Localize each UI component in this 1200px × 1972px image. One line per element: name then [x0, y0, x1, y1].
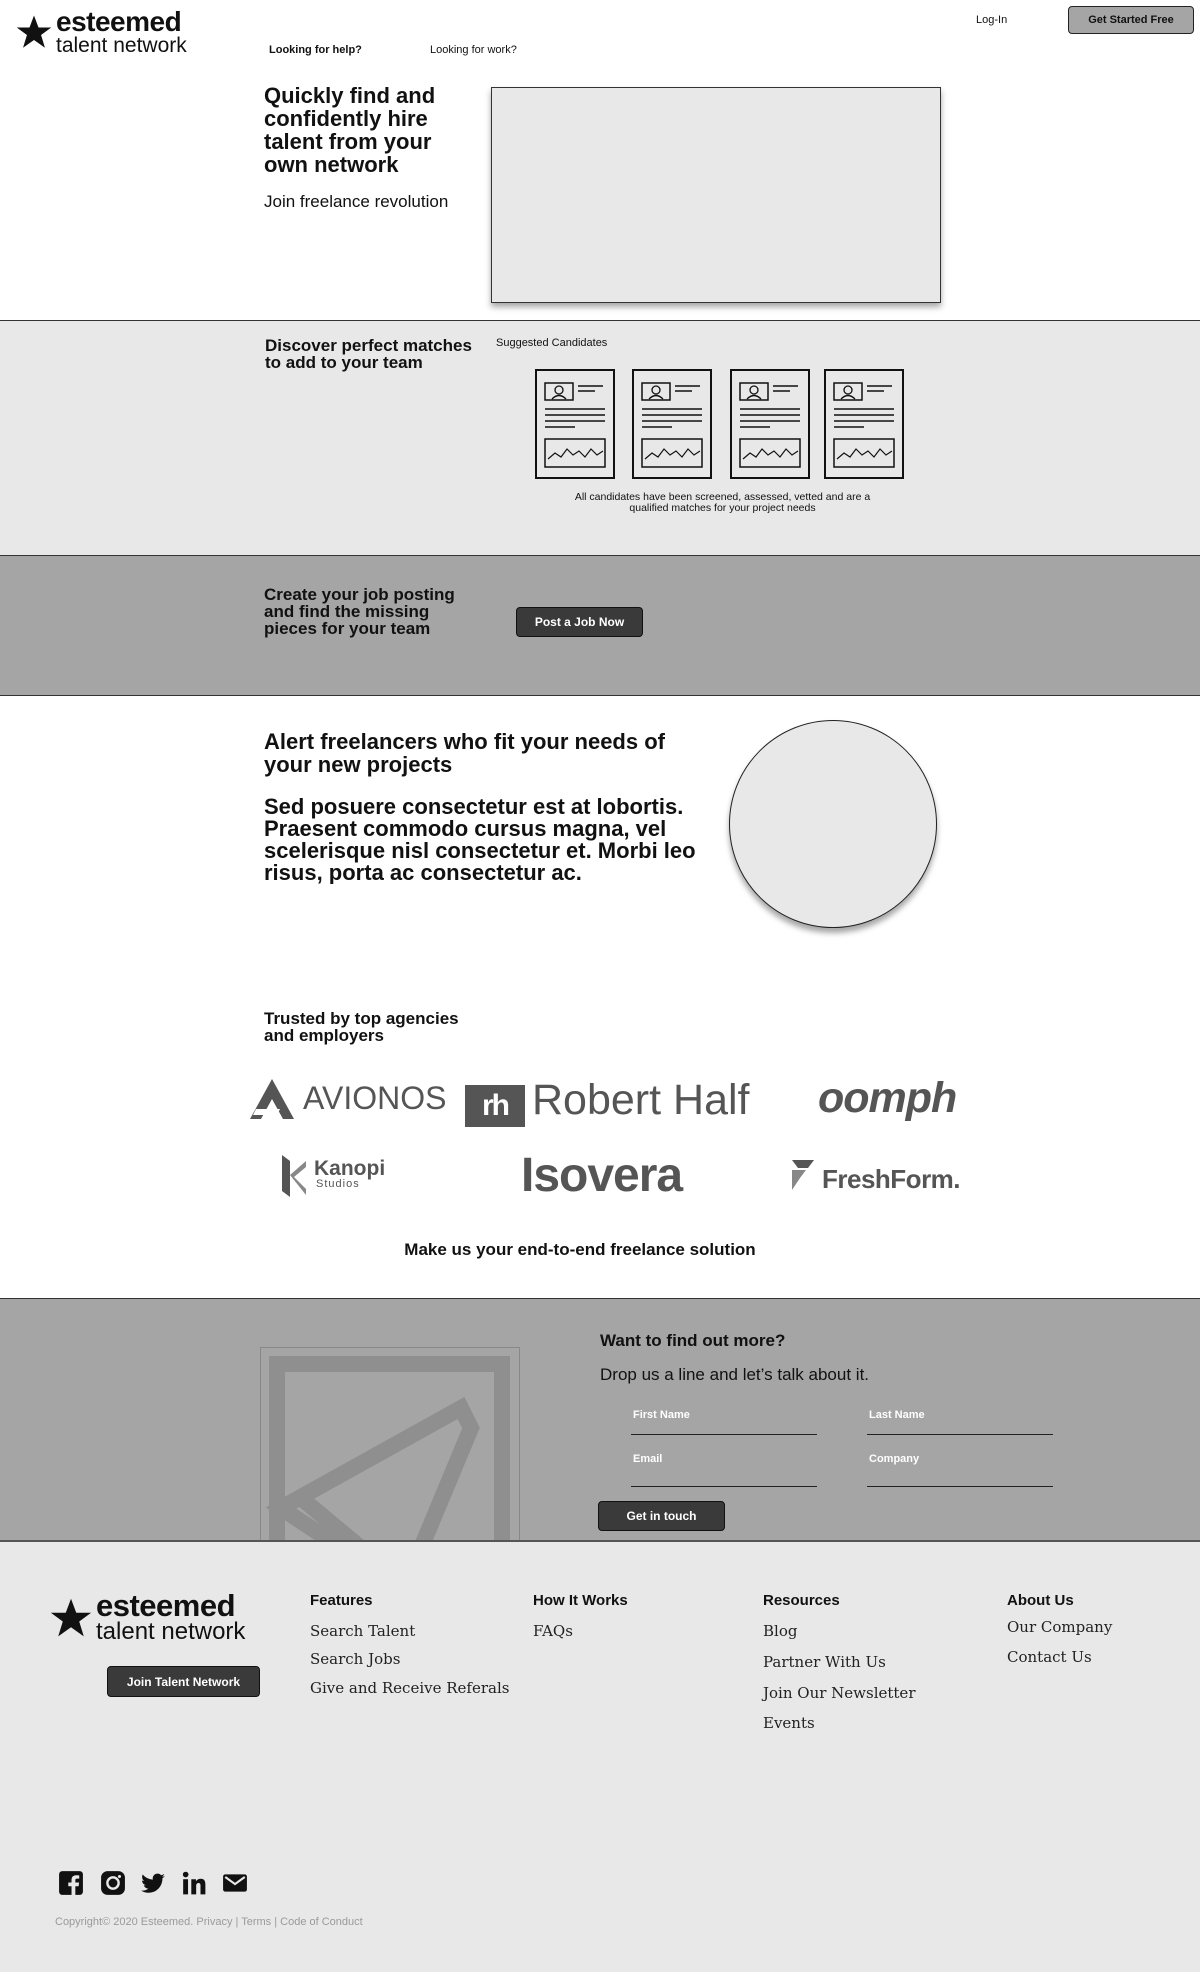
company-label: Company	[869, 1453, 920, 1465]
candidate-card-icon	[634, 371, 710, 477]
get-in-touch-button[interactable]: Get in touch	[598, 1501, 725, 1531]
alert-image-placeholder	[729, 720, 937, 928]
contact-section	[0, 1298, 1200, 1542]
footer-link-referrals[interactable]: Give and Receive Referals	[310, 1679, 510, 1697]
contact-image-placeholder	[260, 1347, 520, 1542]
hero-title: Quickly find and confidently hire talent from your own network	[264, 83, 436, 177]
create-job-title: Create your job posting and find the missing pieces for your team	[264, 585, 455, 638]
candidates-note: All candidates have been screened, assessed, vetted and are a qualified matches for your project needs	[574, 491, 871, 514]
kanopi-logo: Kanopi	[314, 1157, 386, 1180]
get-started-button[interactable]: Get Started Free	[1068, 6, 1194, 34]
footer-link-newsletter[interactable]: Join Our Newsletter	[763, 1684, 916, 1702]
robert-half-mark-icon: rh	[465, 1085, 525, 1127]
footer-link-search-talent[interactable]: Search Talent	[310, 1622, 416, 1640]
candidate-card-icon	[537, 371, 613, 477]
linkedin-icon[interactable]	[181, 1870, 207, 1896]
candidate-card[interactable]	[632, 369, 712, 479]
footer-link-contact[interactable]: Contact Us	[1007, 1648, 1092, 1666]
freshform-logo-icon	[792, 1160, 814, 1190]
footer-link-our-company[interactable]: Our Company	[1007, 1618, 1113, 1636]
hero-subtitle: Join freelance revolution	[264, 192, 449, 211]
candidate-card-icon	[826, 371, 902, 477]
header	[0, 0, 1200, 320]
last-name-field[interactable]	[867, 1409, 1053, 1435]
email-label: Email	[633, 1453, 663, 1465]
footer	[0, 1542, 1200, 1972]
facebook-icon[interactable]	[58, 1870, 84, 1896]
footer-col-how-it-works: How It Works	[533, 1592, 628, 1609]
mail-icon[interactable]	[222, 1870, 248, 1896]
star-logo-icon	[16, 14, 52, 50]
tab-looking-for-work[interactable]: Looking for work?	[430, 44, 517, 56]
suggested-candidates-label: Suggested Candidates	[496, 337, 608, 349]
email-field[interactable]	[631, 1453, 817, 1487]
candidate-card[interactable]	[730, 369, 810, 479]
candidate-card-icon	[732, 371, 808, 477]
discover-title: Discover perfect matches to add to your team	[265, 336, 472, 372]
footer-link-blog[interactable]: Blog	[763, 1622, 798, 1640]
copyright-text: Copyright© 2020 Esteemed. Privacy | Terms | Code of Conduct	[55, 1916, 363, 1928]
footer-col-features: Features	[310, 1592, 373, 1609]
footer-link-events[interactable]: Events	[763, 1714, 815, 1732]
alert-body: Sed posuere consectetur est at lobortis. Praesent commodo cursus magna, vel scelerisque nisl consectetur et. Morbi leo risus, porta ac consectetur ac.	[264, 796, 696, 884]
kanopi-logo-icon	[282, 1155, 308, 1197]
trusted-title: Trusted by top agencies and employers	[264, 1009, 459, 1045]
alert-title: Alert freelancers who fit your needs of your new projects	[264, 729, 665, 777]
candidate-card[interactable]	[824, 369, 904, 479]
robert-half-logo: Robert Half	[532, 1076, 750, 1124]
candidate-card[interactable]	[535, 369, 615, 479]
footer-col-about: About Us	[1007, 1592, 1074, 1609]
avionos-logo-icon	[250, 1079, 294, 1119]
hero-image-placeholder	[491, 87, 941, 303]
kanopi-studios-logo: Studios	[316, 1178, 360, 1190]
logo-text[interactable]: esteemed	[56, 6, 182, 37]
footer-link-faqs[interactable]: FAQs	[533, 1622, 573, 1640]
footer-link-search-jobs[interactable]: Search Jobs	[310, 1650, 401, 1668]
discover-section	[0, 320, 1200, 556]
post-job-button[interactable]: Post a Job Now	[516, 607, 643, 637]
oomph-logo: oomph	[818, 1074, 957, 1122]
tab-looking-for-help[interactable]: Looking for help?	[269, 44, 362, 56]
isovera-logo: Isovera	[521, 1149, 683, 1202]
twitter-icon[interactable]	[140, 1870, 166, 1896]
pencil-image-icon	[261, 1348, 518, 1542]
create-job-section	[0, 556, 1200, 696]
freshform-logo: FreshForm.	[822, 1164, 961, 1194]
company-field[interactable]	[867, 1453, 1053, 1487]
footer-link-partner[interactable]: Partner With Us	[763, 1653, 886, 1671]
instagram-icon[interactable]	[100, 1870, 126, 1896]
footer-logo-text[interactable]: esteemed	[96, 1588, 236, 1623]
last-name-label: Last Name	[869, 1409, 925, 1421]
star-logo-icon	[50, 1597, 92, 1639]
tagline: Make us your end-to-end freelance solution	[404, 1240, 756, 1259]
footer-col-resources: Resources	[763, 1592, 840, 1609]
avionos-logo: AVIONOS	[303, 1080, 447, 1116]
contact-title: Want to find out more?	[600, 1331, 786, 1350]
contact-subtitle: Drop us a line and let’s talk about it.	[600, 1365, 870, 1384]
first-name-field[interactable]	[631, 1409, 817, 1435]
footer-logo-subtext[interactable]: talent network	[96, 1618, 246, 1645]
logo-subtext[interactable]: talent network	[56, 34, 187, 57]
join-talent-network-button[interactable]: Join Talent Network	[107, 1666, 260, 1697]
first-name-label: First Name	[633, 1409, 690, 1421]
login-link[interactable]: Log-In	[976, 14, 1008, 26]
